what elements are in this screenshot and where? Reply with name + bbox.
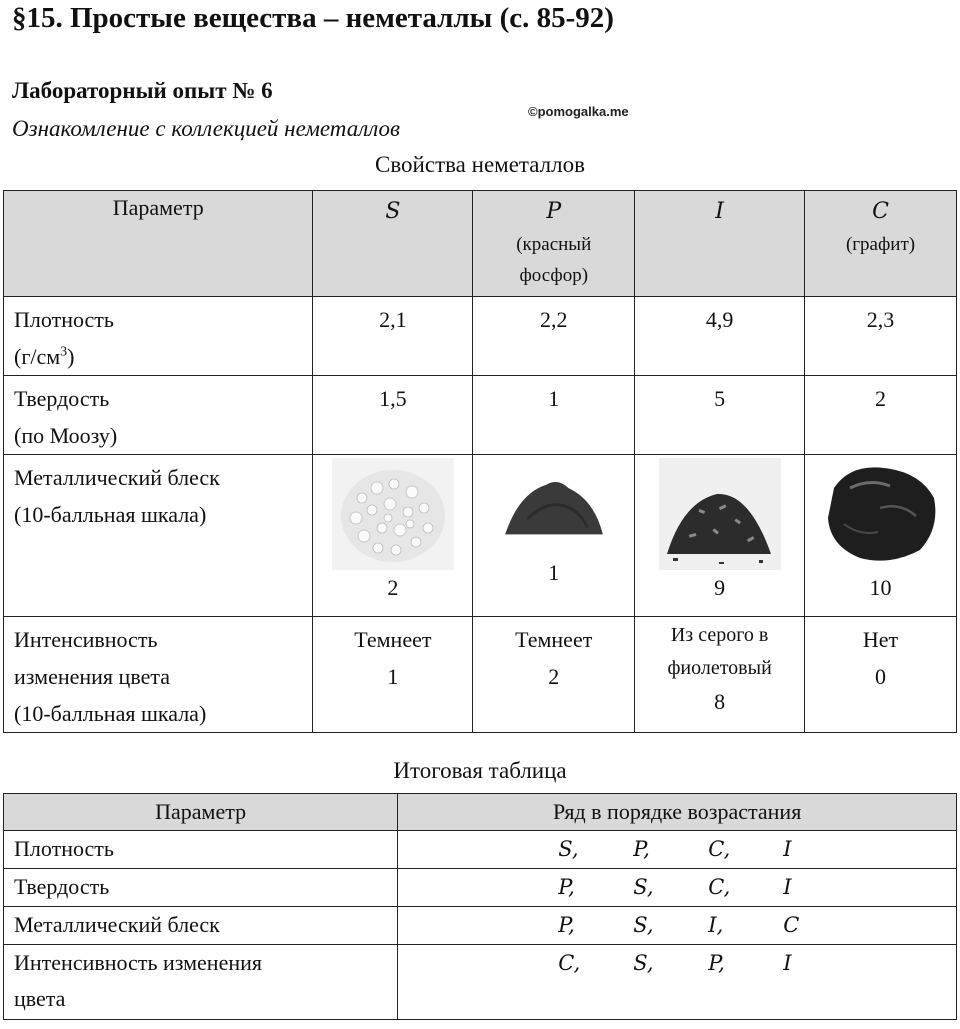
hardness-value: 1,5 xyxy=(313,376,473,455)
header-col-i xyxy=(635,191,805,297)
seq-item: I xyxy=(783,875,792,899)
seq-item: P, xyxy=(558,875,575,899)
seq-item: P, xyxy=(708,951,725,975)
seq-item: I xyxy=(783,837,792,861)
header-col-s xyxy=(313,191,473,297)
color-change-label-line: Интенсивность xyxy=(14,627,158,652)
summary-label xyxy=(4,945,398,1020)
seq-item: I, xyxy=(708,913,724,937)
density-value: 2,1 xyxy=(313,297,473,376)
summary-table xyxy=(3,793,957,1020)
watermark: ©pomogalka.me xyxy=(528,104,629,119)
summary-label: Плотность xyxy=(4,831,398,869)
hardness-label-line: (по Моозу) xyxy=(14,423,118,448)
summary-caption: Итоговая таблица xyxy=(393,758,567,783)
header-symbol: S xyxy=(385,199,401,224)
red-phosphorus-photo xyxy=(493,459,615,555)
properties-header-row xyxy=(4,191,957,297)
graphite-photo xyxy=(820,458,942,570)
header-symbol: P xyxy=(546,199,562,224)
hardness-label-line: Твердость xyxy=(14,386,110,411)
luster-row xyxy=(4,455,957,617)
header-param-label: Параметр xyxy=(112,195,204,220)
hardness-value: 5 xyxy=(635,376,805,455)
seq-item: S, xyxy=(633,951,654,975)
luster-cell-s xyxy=(313,455,473,617)
summary-sequence xyxy=(398,945,957,1020)
color-change-text: фиолетовый xyxy=(667,657,772,679)
summary-label-line: цвета xyxy=(14,986,66,1011)
luster-cell-c xyxy=(805,455,957,617)
color-change-value: 1 xyxy=(387,664,399,689)
color-change-cell xyxy=(313,617,473,733)
hardness-label xyxy=(4,376,313,455)
seq-item: S, xyxy=(633,913,654,937)
luster-label xyxy=(4,455,313,617)
color-change-cell xyxy=(635,617,805,733)
summary-label: Металлический блеск xyxy=(4,907,398,945)
density-label-line: Плотность xyxy=(14,307,114,332)
seq-item: S, xyxy=(558,837,579,861)
summary-header-param: Параметр xyxy=(4,794,398,831)
properties-table xyxy=(3,190,957,733)
seq-item: S, xyxy=(633,875,654,899)
luster-cell-i xyxy=(635,455,805,617)
properties-caption: Свойства неметаллов xyxy=(375,152,585,177)
header-note: фосфор) xyxy=(519,265,589,286)
header-note: (красный xyxy=(516,234,592,255)
summary-sequence xyxy=(398,907,957,945)
color-change-label xyxy=(4,617,313,733)
color-change-row xyxy=(4,617,957,733)
header-symbol: C xyxy=(872,199,889,224)
summary-sequence xyxy=(398,869,957,907)
hardness-row xyxy=(4,376,957,455)
density-unit: (г/см xyxy=(14,344,61,369)
lab-title: Лабораторный опыт № 6 xyxy=(12,78,273,103)
luster-value: 1 xyxy=(548,560,560,585)
seq-item: P, xyxy=(633,837,650,861)
header-col-p xyxy=(473,191,635,297)
header-symbol: I xyxy=(715,199,724,224)
lab-subtitle: Ознакомление с коллекцией неметаллов xyxy=(12,116,401,141)
seq-item: P, xyxy=(558,913,575,937)
header-note: (графит) xyxy=(845,234,916,255)
density-unit-sup: 3 xyxy=(60,344,68,360)
summary-label-line: Интенсивность изменения xyxy=(14,950,263,975)
summary-label: Твердость xyxy=(4,869,398,907)
luster-cell-p xyxy=(473,455,635,617)
color-change-text: Нет xyxy=(862,627,899,652)
summary-row xyxy=(4,907,957,945)
header-param xyxy=(4,191,313,297)
summary-header-order: Ряд в порядке возрастания xyxy=(398,794,957,831)
density-value: 4,9 xyxy=(635,297,805,376)
hardness-value: 2 xyxy=(805,376,957,455)
hardness-value: 1 xyxy=(473,376,635,455)
page-title: §15. Простые вещества – неметаллы (с. 85-92) xyxy=(12,2,614,34)
color-change-value: 2 xyxy=(548,664,560,689)
seq-item: C, xyxy=(708,875,731,899)
color-change-text: Темнеет xyxy=(354,627,432,652)
seq-item: C, xyxy=(558,951,581,975)
color-change-label-line: изменения цвета xyxy=(14,664,170,689)
color-change-cell xyxy=(805,617,957,733)
color-change-value: 0 xyxy=(875,664,887,689)
luster-value: 9 xyxy=(714,575,726,600)
summary-row xyxy=(4,945,957,1020)
density-label xyxy=(4,297,313,376)
seq-item: C xyxy=(783,913,800,937)
sulfur-photo xyxy=(332,458,454,570)
density-row xyxy=(4,297,957,376)
color-change-cell xyxy=(473,617,635,733)
density-unit-end: ) xyxy=(67,344,75,369)
color-change-value: 8 xyxy=(714,689,726,714)
seq-item: I xyxy=(783,951,792,975)
summary-row xyxy=(4,831,957,869)
summary-sequence xyxy=(398,831,957,869)
summary-header-row xyxy=(4,794,957,831)
luster-label-line: Металлический блеск xyxy=(14,465,220,490)
summary-row xyxy=(4,869,957,907)
seq-item: C, xyxy=(708,837,731,861)
color-change-label-line: (10-балльная шкала) xyxy=(14,701,207,726)
density-value: 2,2 xyxy=(473,297,635,376)
luster-value: 2 xyxy=(387,575,399,600)
header-col-c xyxy=(805,191,957,297)
luster-label-line: (10-балльная шкала) xyxy=(14,502,207,527)
iodine-photo xyxy=(649,458,791,570)
color-change-text: Темнеет xyxy=(515,627,593,652)
color-change-text: Из серого в xyxy=(670,624,769,646)
luster-value: 10 xyxy=(869,575,892,600)
density-value: 2,3 xyxy=(805,297,957,376)
